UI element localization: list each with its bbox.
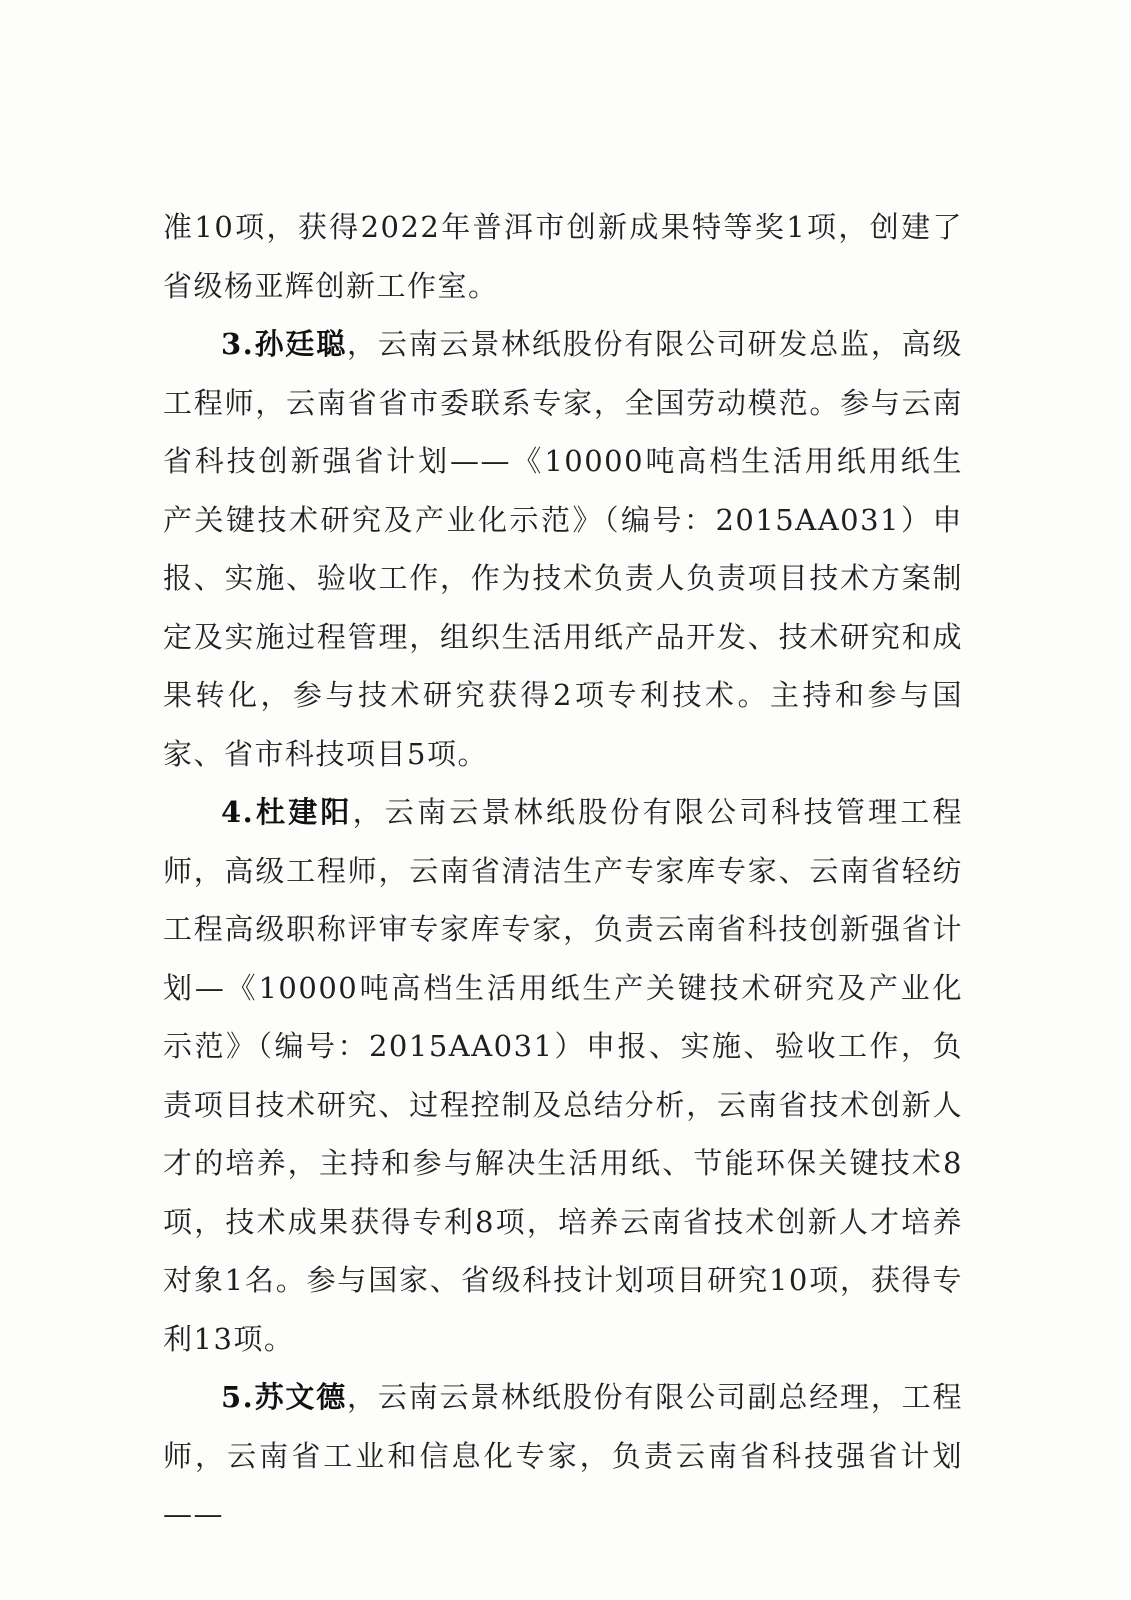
paragraph-text: ，云南云景林纸股份有限公司研发总监，高级工程师，云南省省市委联系专家，全国劳动模范。参与云南省科技创新强省计划——《10000吨高档生活用纸用纸生产关键技术研究及产业化示范》（编号：2015AA031）申报、实施、验收工作，作为技术负责人负责项目技术方案制定及实施过程管理，组织生活用纸产品开发、技术研究和成果转化，参与技术研究获得2项专利技术。主持和参与国家、省市科技项目5项。 — [163, 327, 963, 771]
paragraph-text: ，云南云景林纸股份有限公司副总经理，工程师，云南省工业和信息化专家，负责云南省科技强省计划—— — [163, 1380, 963, 1531]
paragraph-text: 准10项，获得2022年普洱市创新成果特等奖1项，创建了省级杨亚辉创新工作室。 — [163, 210, 963, 303]
paragraph-person-3 — [163, 315, 963, 783]
person-name: 5.苏文德 — [221, 1380, 348, 1414]
person-name: 3.孙廷聪 — [221, 327, 348, 361]
document-body — [163, 198, 963, 1544]
person-name: 4.杜建阳 — [221, 795, 353, 829]
paragraph-continuation — [163, 198, 963, 315]
paragraph-person-4 — [163, 783, 963, 1368]
paragraph-text: ，云南云景林纸股份有限公司科技管理工程师，高级工程师，云南省清洁生产专家库专家、云南省轻纺工程高级职称评审专家库专家，负责云南省科技创新强省计划—《10000吨高档生活用纸生产关键技术研究及产业化示范》（编号：2015AA031）申报、实施、验收工作，负责项目技术研究、过程控制及总结分析，云南省技术创新人才的培养，主持和参与解决生活用纸、节能环保关键技术8项，技术成果获得专利8项，培养云南省技术创新人才培养对象1名。参与国家、省级科技计划项目研究10项，获得专利13项。 — [163, 795, 963, 1356]
paragraph-person-5 — [163, 1368, 963, 1544]
